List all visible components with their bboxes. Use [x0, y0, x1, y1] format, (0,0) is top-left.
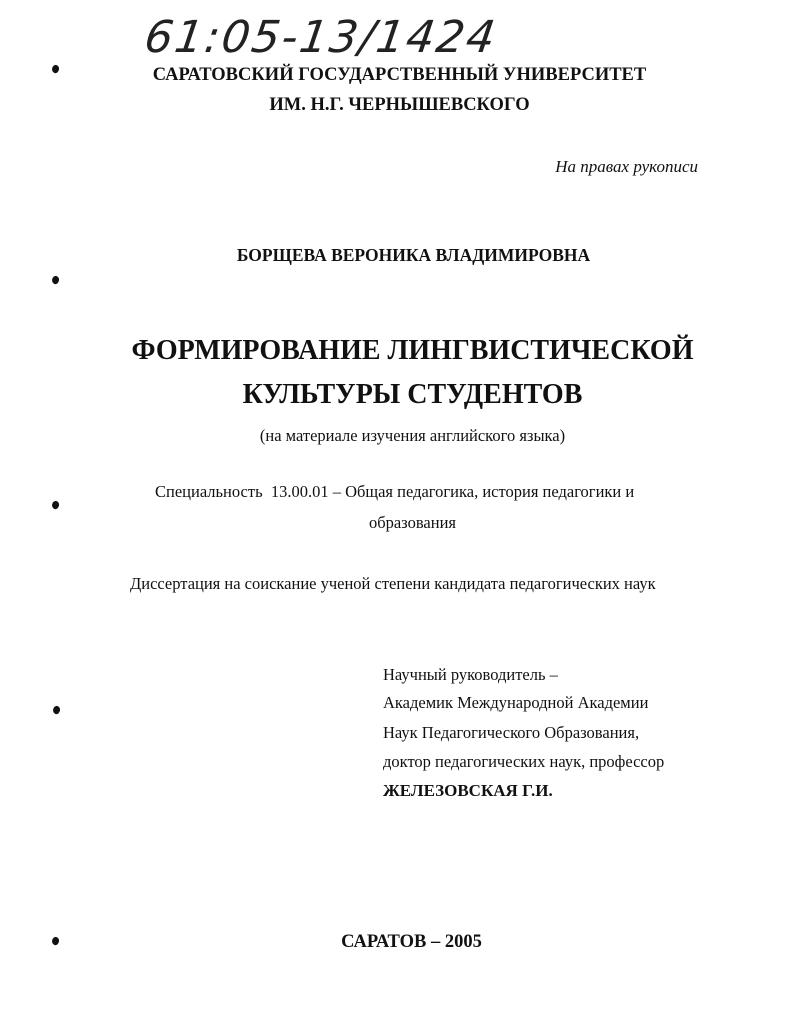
author-name: БОРЩЕВА ВЕРОНИКА ВЛАДИМИРОВНА [236, 245, 591, 265]
binding-hole-mark [50, 500, 60, 510]
university-name-suffix: ИМ. Н.Г. ЧЕРНЫШЕВСКОГО [269, 95, 530, 115]
advisor-line: Научный руководитель – [383, 665, 558, 684]
specialty-line1: Специальность 13.00.01 – Общая педагогика, история педагогики и [155, 482, 635, 501]
binding-hole-mark [50, 275, 60, 285]
city-year: САРАТОВ – 2005 [341, 932, 482, 952]
dissertation-title-line2: КУЛЬТУРЫ СТУДЕНТОВ [242, 379, 583, 410]
dissertation-title-line1: ФОРМИРОВАНИЕ ЛИНГВИСТИЧЕСКОЙ [131, 335, 694, 366]
advisor-name: ЖЕЛЕЗОВСКАЯ Г.И. [383, 781, 553, 800]
specialty-line2: образования [368, 513, 457, 532]
university-name: САРАТОВСКИЙ ГОСУДАРСТВЕННЫЙ УНИВЕРСИТЕТ [152, 65, 647, 85]
advisor-line: доктор педагогических наук, профессор [383, 752, 665, 771]
dissertation-subtitle: (на материале изучения английского языка) [259, 426, 566, 445]
advisor-line: Академик Международной Академии [383, 693, 649, 712]
dissertation-degree: Диссертация на соискание ученой степени кандидата педагогических наук [130, 574, 656, 593]
rights-note: На правах рукописи [555, 157, 698, 176]
advisor-line: Наук Педагогического Образования, [383, 723, 640, 742]
handwritten-catalog-code: 61:05-13/1424 [141, 12, 501, 63]
binding-hole-mark [51, 705, 61, 715]
